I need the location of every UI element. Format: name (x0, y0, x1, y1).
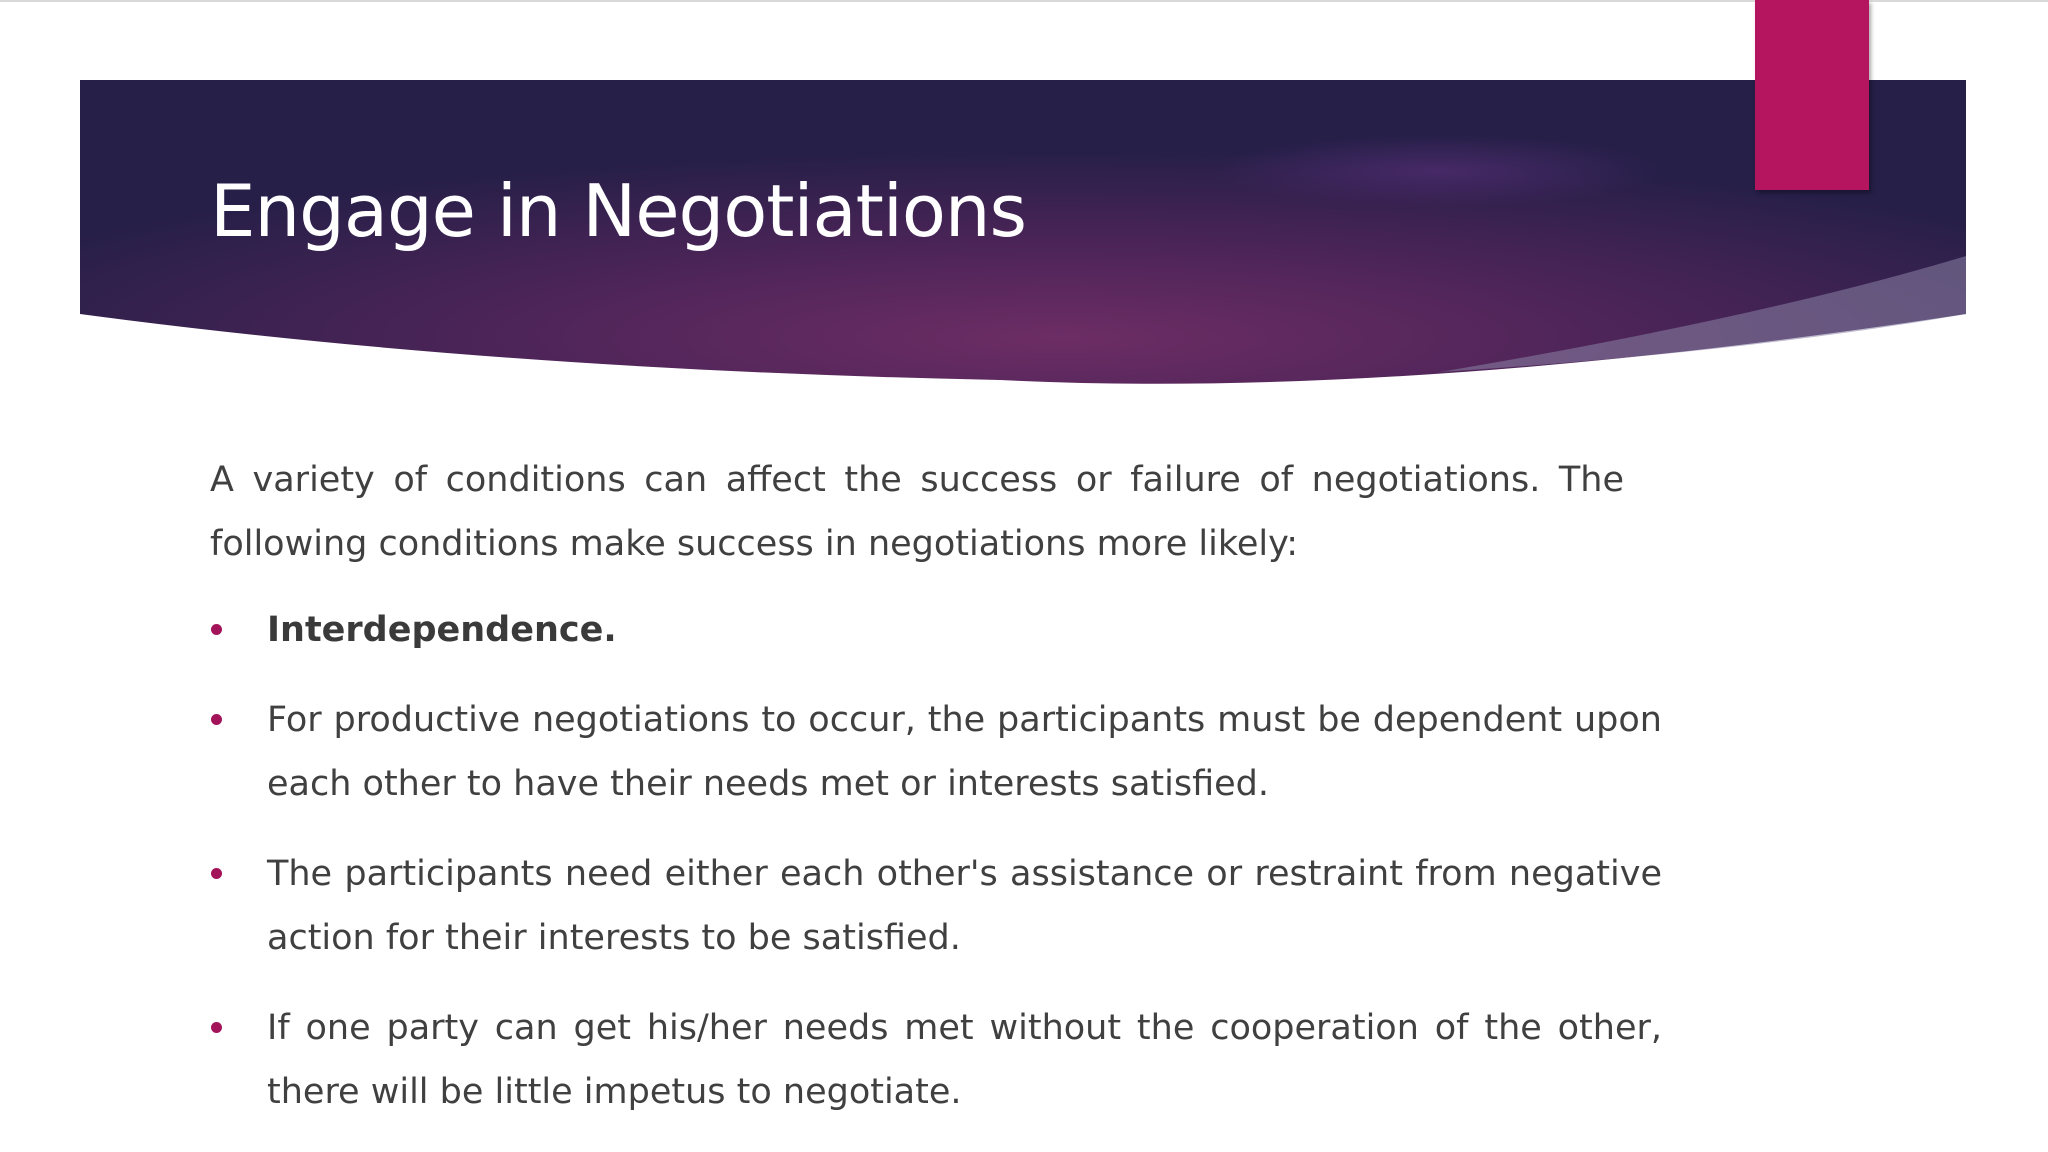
bullet-dot-icon (211, 868, 222, 879)
accent-tab (1755, 0, 1869, 190)
bullet-dot-icon (211, 624, 222, 635)
bullet-text: For productive negotiations to occur, the participants must be dependent upon each other to have their needs met or interests satisfied. (267, 700, 1662, 804)
slide-title: Engage in Negotiations (210, 169, 1027, 253)
bullet-item (210, 996, 1662, 1124)
bullet-item (210, 842, 1662, 970)
bullet-text: The participants need either each other's assistance or restraint from negative action for their interests to be satisfied. (267, 854, 1662, 958)
slide-body (210, 448, 1662, 1150)
bullet-text: If one party can get his/her needs met without the cooperation of the other, there will be little impetus to negotiate. (267, 1008, 1662, 1112)
intro-paragraph: A variety of conditions can affect the success or failure of negotiations. The following conditions make success in negotiations more likely: (210, 460, 1624, 564)
bullet-item (210, 598, 1662, 662)
bullet-item (210, 688, 1662, 816)
bullet-list (210, 598, 1662, 1124)
bullet-text: Interdependence. (267, 610, 617, 650)
bullet-dot-icon (211, 1022, 222, 1033)
bullet-dot-icon (211, 714, 222, 725)
